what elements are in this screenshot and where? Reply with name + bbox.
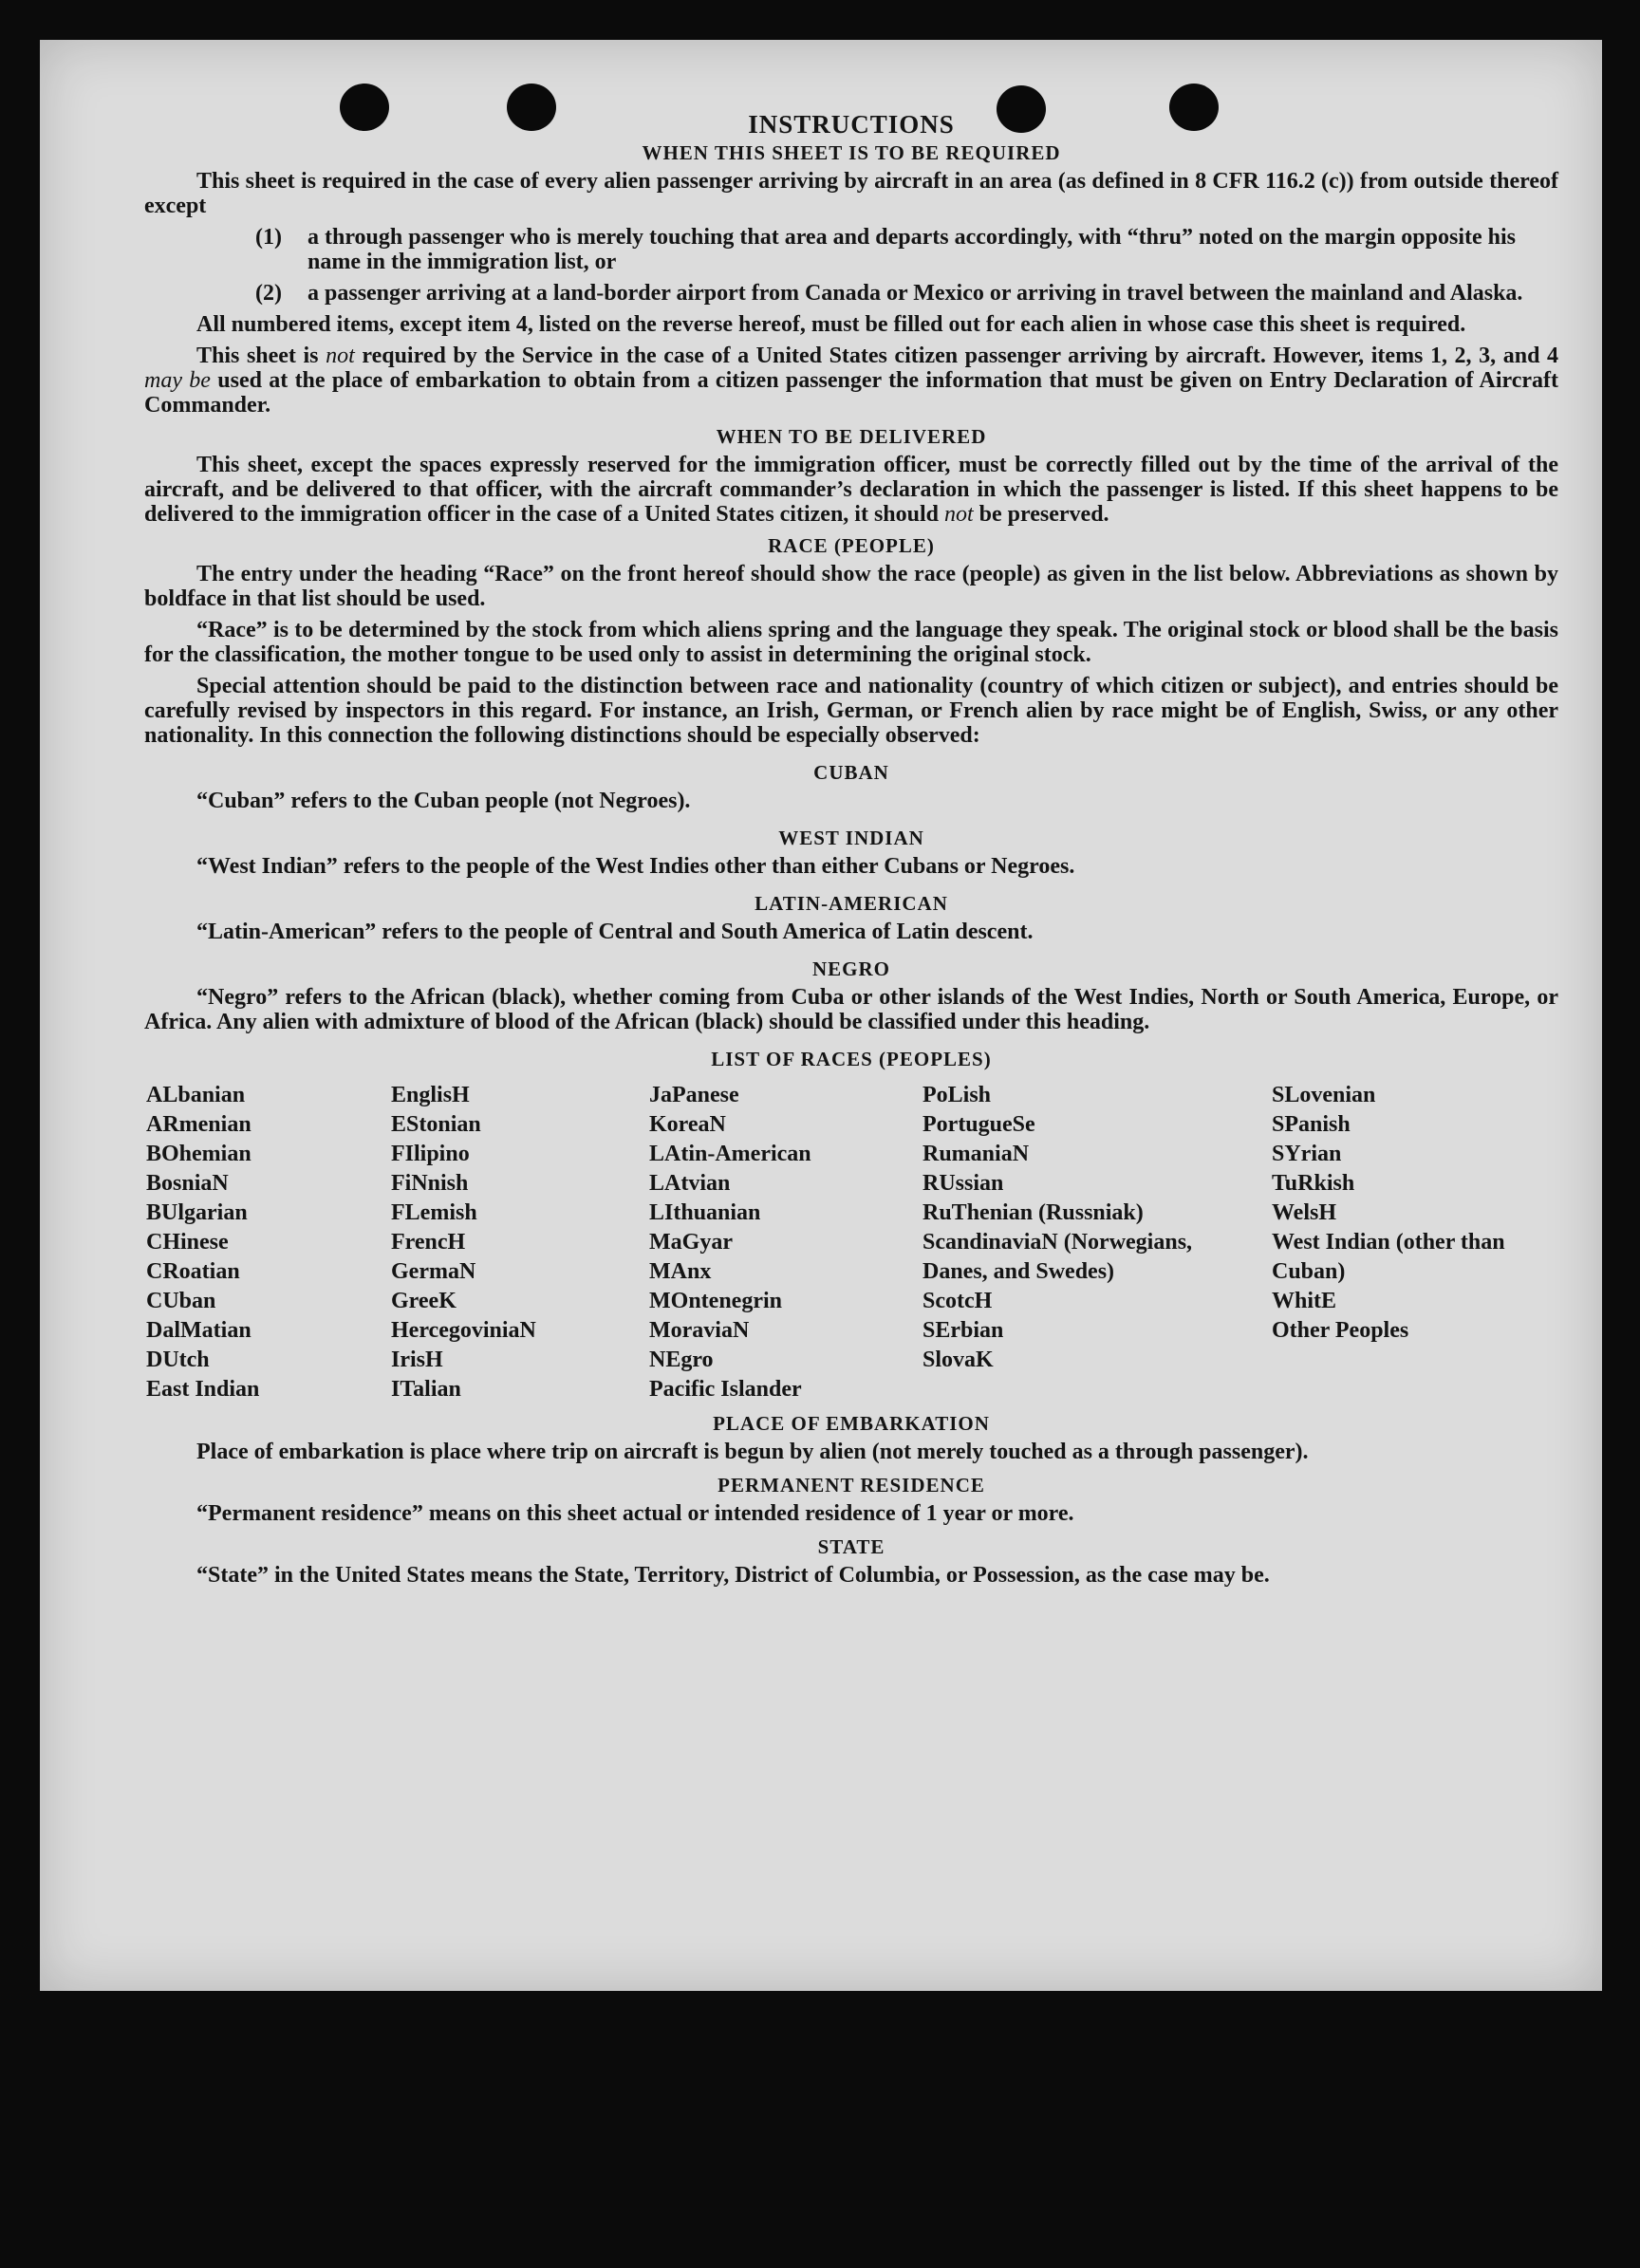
race-item: NEgro <box>649 1348 714 1372</box>
race-item: TuRkish <box>1272 1171 1355 1196</box>
race-item: JaPanese <box>649 1083 739 1107</box>
page-title: INSTRUCTIONS <box>748 110 955 139</box>
race-item: MaGyar <box>649 1230 733 1255</box>
race-item: PoLish <box>922 1083 992 1107</box>
west-indian-paragraph: “West Indian” refers to the people of the West Indies other than either Cubans or Negroes. <box>196 854 1075 879</box>
race-item: GreeK <box>391 1289 457 1313</box>
race-item: LIthuanian <box>649 1200 761 1225</box>
race-item: RuThenian (Russniak) <box>922 1200 1144 1225</box>
heading-negro: NEGRO <box>811 957 890 980</box>
heading-cuban: CUBAN <box>813 761 889 784</box>
race-item: MAnx <box>649 1259 712 1284</box>
exception-item-1 <box>255 225 1558 274</box>
race-item: FiNnish <box>391 1171 469 1196</box>
race-item: ALbanian <box>146 1083 246 1107</box>
heading-latin-american: LATIN-AMERICAN <box>755 892 948 915</box>
race-item: KoreaN <box>649 1112 726 1137</box>
document-page <box>40 40 1602 1991</box>
race-list <box>146 1081 1558 1404</box>
race-item: LAtin-American <box>649 1142 811 1166</box>
race-column-1 <box>146 1081 391 1404</box>
race-paragraph-2: “Race” is to be determined by the stock from which aliens spring and the language they speak. The original stock or blood shall be the basis for the classification, the mother tongue to be used only to assist in determining the original stock. <box>144 618 1558 667</box>
embarkation-paragraph: Place of embarkation is place where trip on aircraft is begun by alien (not merely touched as a through passenger). <box>196 1440 1309 1464</box>
race-item: EnglisH <box>391 1083 470 1107</box>
race-paragraph-3: Special attention should be paid to the distinction between race and nationality (country of which citizen or subject), and entries should be carefully revised by inspectors in this regard. For instance, an Irish, German, or French alien by race might be of English, Swiss, or any other nationality. In this connection the following distinctions should be especially observed: <box>144 674 1558 748</box>
race-item: IrisH <box>391 1348 443 1372</box>
race-item: LAtvian <box>649 1171 731 1196</box>
race-item: CUban <box>146 1289 216 1313</box>
heading-list-of-races: LIST OF RACES (PEOPLES) <box>711 1048 992 1070</box>
race-item: West Indian (other than Cuban) <box>1272 1230 1505 1284</box>
race-item: WelsH <box>1272 1200 1337 1225</box>
race-item: EStonian <box>391 1112 481 1137</box>
race-item: ARmenian <box>146 1112 252 1137</box>
race-item: DUtch <box>146 1348 210 1372</box>
cuban-paragraph: “Cuban” refers to the Cuban people (not Negroes). <box>196 789 691 813</box>
heading-when-required: WHEN THIS SHEET IS TO BE REQUIRED <box>642 141 1061 164</box>
item-number: (2) <box>255 281 282 306</box>
race-item: BUlgarian <box>146 1200 248 1225</box>
race-item: East Indian <box>146 1377 260 1402</box>
race-item: MoraviaN <box>649 1318 750 1343</box>
race-item: BosniaN <box>146 1171 229 1196</box>
exception-item-2 <box>255 281 1558 306</box>
race-item: GermaN <box>391 1259 476 1284</box>
race-paragraph-1: The entry under the heading “Race” on the front hereof should show the race (people) as given in the list below. Abbreviations as shown by boldface in that list should be used. <box>144 562 1558 611</box>
heading-permanent-residence: PERMANENT RESIDENCE <box>718 1474 985 1497</box>
race-item: FIlipino <box>391 1142 470 1166</box>
race-item: PortugueSe <box>922 1112 1035 1137</box>
race-item: MOntenegrin <box>649 1289 782 1313</box>
race-item: HercegoviniaN <box>391 1318 536 1343</box>
heading-when-delivered: WHEN TO BE DELIVERED <box>716 425 987 448</box>
negro-paragraph: “Negro” refers to the African (black), whether coming from Cuba or other islands of the West Indies, North or South America, Europe, or Africa. Any alien with admixture of blood of the African (black) should be classified under this heading. <box>144 985 1558 1034</box>
race-item: RumaniaN <box>922 1142 1030 1166</box>
state-paragraph: “State” in the United States means the State, Territory, District of Columbia, or Possession, as the case may be. <box>196 1563 1270 1588</box>
race-item: SErbian <box>922 1318 1004 1343</box>
race-item: ScotcH <box>922 1289 993 1313</box>
race-item: RUssian <box>922 1171 1004 1196</box>
delivered-paragraph: This sheet, except the spaces expressly reserved for the immigration officer, must be correctly filled out by the time of the arrival of the aircraft, and be delivered to that officer, with the aircraft commander’s declaration in which the passenger is listed. If this sheet happens to be delivered to the immigration officer in the case of a United States citizen, it should not be preserved. <box>144 453 1558 527</box>
instructions-content <box>144 110 1558 1588</box>
permanent-residence-paragraph: “Permanent residence” means on this sheet actual or intended residence of 1 year or more. <box>196 1501 1074 1526</box>
race-item: FrencH <box>391 1230 466 1255</box>
item-text: a through passenger who is merely touching that area and departs accordingly, with “thru” noted on the margin opposite his name in the immigration list, or <box>308 225 1516 274</box>
heading-state: STATE <box>817 1535 885 1558</box>
race-column-3 <box>649 1081 922 1404</box>
race-item: CHinese <box>146 1230 229 1255</box>
race-item: ScandinaviaN (Norwegians, Danes, and Swedes) <box>922 1230 1193 1284</box>
race-item: WhitE <box>1272 1289 1337 1313</box>
item-text: a passenger arriving at a land-border airport from Canada or Mexico or arriving in travel between the mainland and Alaska. <box>308 281 1523 306</box>
race-item: SlovaK <box>922 1348 994 1372</box>
required-paragraph-2: All numbered items, except item 4, listed on the reverse hereof, must be filled out for each alien in whose case this sheet is required. <box>196 312 1466 337</box>
race-item: BOhemian <box>146 1142 252 1166</box>
race-item: CRoatian <box>146 1259 240 1284</box>
race-item: SLovenian <box>1272 1083 1376 1107</box>
race-item: FLemish <box>391 1200 477 1225</box>
race-item: DalMatian <box>146 1318 252 1343</box>
required-paragraph-3: This sheet is not required by the Service in the case of a United States citizen passenger arriving by aircraft. However, items 1, 2, 3, and 4 may be used at the place of embarkation to obtain from a citizen passenger the information that must be given on Entry Declaration of Aircraft Commander. <box>144 344 1558 418</box>
heading-west-indian: WEST INDIAN <box>778 827 924 849</box>
heading-race: RACE (PEOPLE) <box>768 534 935 557</box>
race-item: Pacific Islander <box>649 1377 802 1402</box>
required-paragraph-1: This sheet is required in the case of every alien passenger arriving by aircraft in an area (as defined in 8 CFR 116.2 (c)) from outside thereof except <box>144 169 1558 218</box>
race-item: SYrian <box>1272 1142 1342 1166</box>
heading-place-of-embarkation: PLACE OF EMBARKATION <box>713 1412 990 1435</box>
race-column-2 <box>391 1081 649 1404</box>
race-item: Other Peoples <box>1272 1318 1409 1343</box>
race-column-5 <box>1272 1081 1556 1404</box>
latin-american-paragraph: “Latin-American” refers to the people of Central and South America of Latin descent. <box>196 920 1034 944</box>
race-item: SPanish <box>1272 1112 1351 1137</box>
item-number: (1) <box>255 225 282 250</box>
race-column-4 <box>922 1081 1272 1404</box>
race-item: ITalian <box>391 1377 461 1402</box>
